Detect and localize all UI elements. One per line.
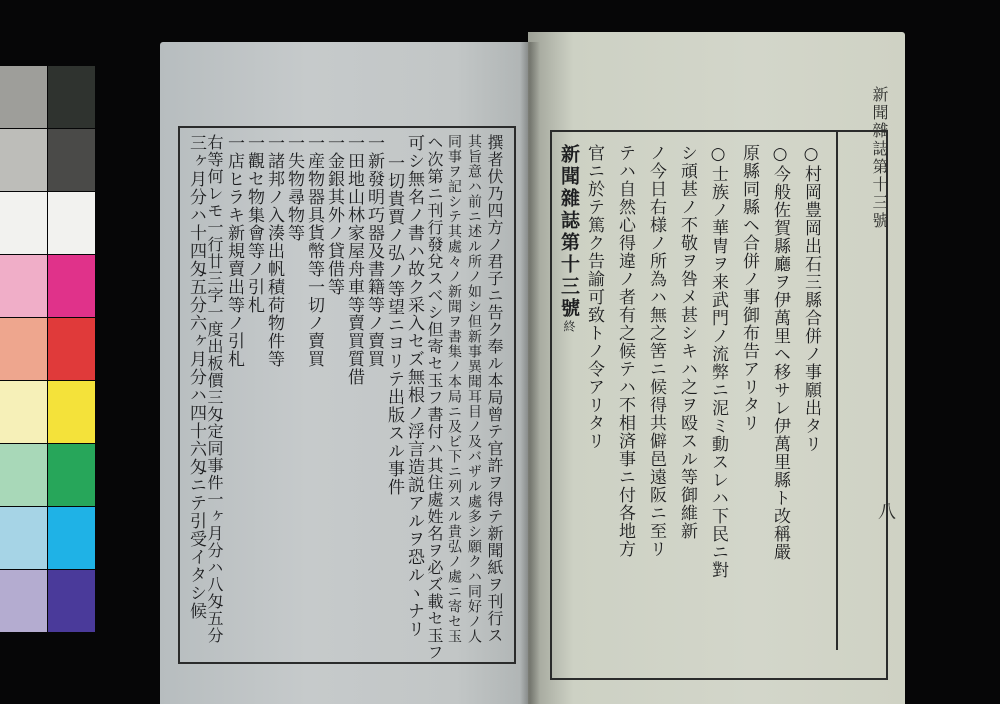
- book-gutter: [520, 42, 540, 704]
- color-swatch: [48, 66, 95, 128]
- color-swatch: [0, 444, 47, 506]
- left-column-3: 同事ヲ記シテ其處々ノ新聞ヲ書集ノ本局ニ及ビ下ニ列スル貴弘ノ處ニ寄セ玉: [446, 134, 462, 644]
- left-column-15: 右等何レモ一行廿三字一度出板價三匁定同事件一ヶ月分ハ八匁五分: [205, 134, 224, 644]
- color-swatch: [48, 507, 95, 569]
- color-swatch: [0, 192, 47, 254]
- right-column-4: ○士族ノ華冑ヲ来武門ノ流弊ニ泥ミ動スレハ下民ニ對: [708, 144, 728, 579]
- issue-title-suffix: 終: [562, 320, 576, 335]
- issue-title-text: 新聞雜誌第十三號: [558, 144, 580, 320]
- left-column-14: 一店ヒラキ新規賣出等ノ引札: [224, 134, 244, 368]
- right-column-5: シ頑甚ノ不敬ヲ咎メ甚シキハ之ヲ殴スル等御維新: [677, 144, 697, 540]
- color-swatch: [0, 66, 47, 128]
- color-swatch: [0, 507, 47, 569]
- left-column-9: 一金銀其外ノ貸借等: [324, 134, 344, 296]
- color-swatch: [48, 129, 95, 191]
- left-column-5: 可シ無名ノ書ハ故ク采入セズ無根ノ浮言造説アルヲ恐ルヽナリ: [404, 134, 424, 638]
- color-swatch: [48, 318, 95, 380]
- right-column-8: 官ニ於テ篤ク告諭可致トノ令アリタリ: [584, 144, 604, 450]
- color-swatch: [0, 381, 47, 443]
- issue-title: [556, 144, 583, 335]
- margin-title: 新聞雜誌第十三號: [870, 86, 889, 230]
- left-column-12: 一諸邦ノ入湊出帆積荷物件等: [264, 134, 284, 368]
- color-calibration-chart: [0, 66, 96, 632]
- right-column-6: ノ今日右様ノ所為ハ無之筈ニ候得共僻邑遠阪ニ至リ: [646, 144, 666, 558]
- right-page-margin-rule: [836, 130, 838, 650]
- left-column-16: 三ヶ月分ハ十四匁五分六ヶ月分ハ四十六匁ニテ引受イタシ候: [186, 134, 206, 620]
- left-column-7: 一新發明巧器及書籍等ノ賣買: [364, 134, 384, 368]
- left-column-1: 撰者伏乃四方ノ君子ニ告ク奉ル本局曾テ官許ヲ得テ新聞紙ヲ刊行ス: [485, 134, 504, 644]
- right-column-1: ○村岡豊岡出石三縣合併ノ事願出タリ: [801, 144, 821, 453]
- color-swatch: [0, 129, 47, 191]
- left-column-2: 其旨意ハ前ニ述ル所ノ如シ但新事異聞耳目ノ及バザル處多シ願クハ同好ノ人: [466, 134, 482, 644]
- color-swatch: [48, 255, 95, 317]
- left-column-4: ヘ次第ニ刊行發兌スベシ但寄セ玉フ書付ハ其住處姓名ヲ必ズ載セ玉フ: [425, 134, 444, 661]
- color-swatch: [48, 192, 95, 254]
- left-column-6: 一切貴賈ノ弘ノ等望ニヨリテ出版スル事件: [384, 154, 404, 496]
- left-column-10: 一産物器具貨幣等一切ノ賣買: [304, 134, 324, 368]
- color-swatch: [48, 381, 95, 443]
- color-swatch: [48, 444, 95, 506]
- color-swatch: [0, 570, 47, 632]
- right-column-3: 原縣同縣ヘ合併ノ事御布告アリタリ: [739, 144, 759, 432]
- right-column-7: テハ自然心得違ノ者有之候テハ不相済事ニ付各地方: [615, 144, 635, 558]
- color-swatch: [48, 570, 95, 632]
- page-folio: 八: [875, 502, 896, 520]
- left-column-11: 一失物尋物等: [284, 134, 304, 242]
- right-column-2: ○今般佐賀縣廳ヲ伊萬里ヘ移サレ伊萬里縣ト改稱嚴: [770, 144, 790, 561]
- color-swatch: [0, 318, 47, 380]
- open-book: [160, 32, 905, 704]
- color-swatch: [0, 255, 47, 317]
- left-column-8: 一田地山林家屋舟車等賣買質借: [344, 134, 364, 386]
- left-column-13: 一觀セ物集會等ノ引札: [244, 134, 264, 314]
